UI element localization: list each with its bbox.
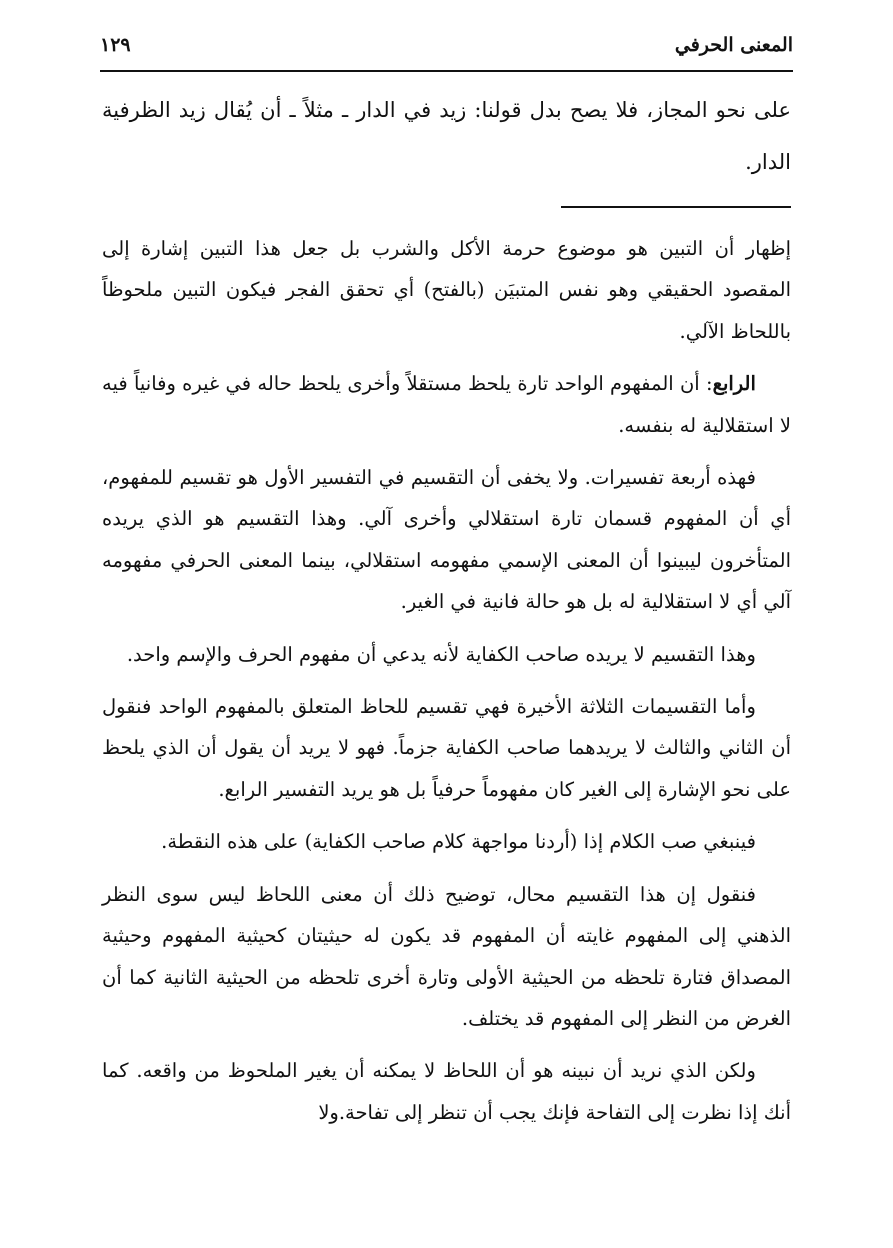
note-paragraph-2-body: : أن المفهوم الواحد تارة يلحظ مستقلاً وأخرى يلحظ حاله في غيره وفانياً فيه لا استقلالية له بنفسه. bbox=[102, 372, 791, 437]
note-paragraph-7: فنقول إن هذا التقسيم محال، توضيح ذلك أن معنى اللحاظ ليس سوى النظر الذهني إلى المفهوم غايته أن المفهوم قد يكون له حيثيتان كحيثية المفهوم وحيثية المصداق فتارة تلحظه من الحيثية الأولى وتارة أخرى تلحظه من الحيثية الثانية كما أن الغرض من النظر إلى المفهوم قد يختلف. bbox=[102, 882, 791, 1030]
page-number: ١٢٩ bbox=[100, 34, 131, 56]
main-text bbox=[102, 84, 791, 188]
note-paragraph-6: فينبغي صب الكلام إذا (أردنا مواجهة كلام صاحب الكفاية) على هذه النقطة. bbox=[161, 830, 756, 854]
running-title: المعنى الحرفي bbox=[674, 34, 793, 56]
note-paragraph-4: وهذا التقسيم لا يريده صاحب الكفاية لأنه يدعي أن مفهوم الحرف والإسم واحد. bbox=[126, 642, 756, 666]
note-paragraph-5: وأما التقسيمات الثلاثة الأخيرة فهي تقسيم للحاظ المتعلق بالمفهوم الواحد فنقول أن الثاني والثالث لا يريدهما صاحب الكفاية جزماً. فهو لا يريد أن يقول أن الذي يلحظ على نحو الإشارة إلى الغير كان مفهوماً حرفياً بل هو يريد التفسير الرابع. bbox=[102, 695, 791, 801]
footnote-separator bbox=[561, 206, 791, 208]
note-paragraph-8: ولكن الذي نريد أن نبينه هو أن اللحاظ لا يمكنه أن يغير الملحوظ من واقعه. كما أنك إذا نظرت إلى التفاحة فإنك يجب أن تنظر إلى تفاحة.ولا bbox=[102, 1059, 791, 1124]
note-paragraph-3: فهذه أربعة تفسيرات. ولا يخفى أن التقسيم في التفسير الأول هو تقسيم للمفهوم، أي أن المفهوم قسمان تارة استقلالي وأخرى آلي. وهذا التقسيم هو الذي يريده المتأخرون ليبينوا أن المعنى الإسمي مفهومه استقلالي، بينما المعنى الحرفي مفهومه آلي أي لا استقلالية له بل هو حالة فانية في الغير. bbox=[102, 466, 791, 614]
footnote-text bbox=[102, 228, 791, 1144]
note-paragraph-1: إظهار أن التبين هو موضوع حرمة الأكل والشرب بل جعل هذا التبين إشارة إلى المقصود الحقيقي وهو نفس المتبيَن (بالفتح) أي تحقق الفجر فيكون التبين ملحوظاً باللحاظ الآلي. bbox=[102, 237, 791, 343]
note-paragraph-2 bbox=[102, 363, 791, 446]
note-lead-term: الرابع bbox=[712, 372, 756, 396]
running-header bbox=[100, 30, 793, 72]
main-paragraph: على نحو المجاز، فلا يصح بدل قولنا: زيد في الدار ـ مثلاً ـ أن يُقال زيد الظرفية الدار. bbox=[102, 98, 791, 174]
